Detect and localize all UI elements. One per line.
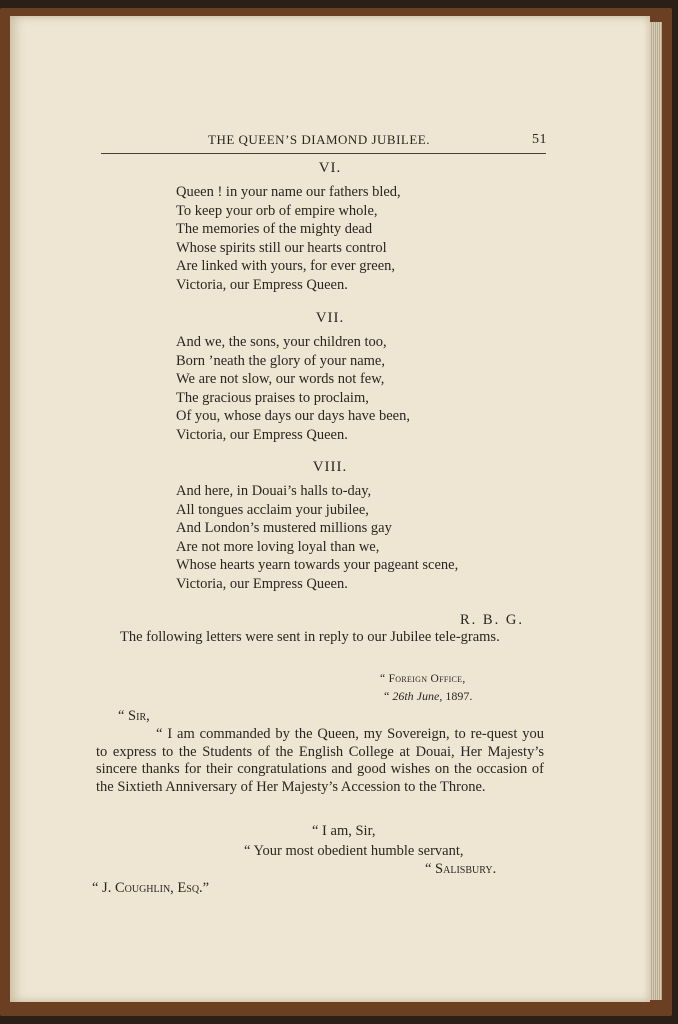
- letter-from: “ Foreign Office,: [380, 673, 466, 685]
- verse-line: Victoria, our Empress Queen.: [176, 426, 348, 443]
- stanza-6: [176, 183, 401, 295]
- intro-paragraph: [96, 629, 544, 647]
- date-italic: 26th June: [392, 689, 440, 703]
- verse-line: Queen ! in your name our fathers bled,: [176, 184, 401, 200]
- letter-closing-2: “ Your most obedient humble servant,: [244, 843, 464, 859]
- date-suffix: , 1897.: [439, 689, 473, 703]
- stanza-number: VIII.: [312, 459, 348, 475]
- letter-date: [384, 689, 472, 704]
- verse-line: And London’s mustered millions gay: [176, 520, 392, 537]
- letter-addressee: “ J. Coughlin, Esq.”: [92, 880, 210, 896]
- letter-closing: “ I am, Sir,: [312, 823, 376, 839]
- verse-line: We are not slow, our words not few,: [176, 371, 385, 388]
- page-edges: [650, 22, 662, 1000]
- stanza-number: VII.: [315, 310, 345, 326]
- header-rule: [101, 153, 546, 154]
- verse-line: And we, the sons, your children too,: [176, 334, 387, 350]
- poem-signature: R. B. G.: [460, 612, 524, 628]
- letter-body-text: “ I am commanded by the Queen, my Sovereign, to re-quest you to express to the Students of the English College at Douai, Her Majesty’s sincere thanks for their congratulations and good wishes on the occasion of the Sixtieth Anniversary of Her Majesty’s Accession to the Throne.: [96, 726, 544, 795]
- intro-text: The following letters were sent in reply to our Jubilee tele-grams.: [120, 629, 500, 645]
- verse-line: To keep your orb of empire whole,: [176, 202, 378, 219]
- verse-line: Victoria, our Empress Queen.: [176, 276, 348, 293]
- page-number: 51: [532, 132, 547, 147]
- letter-signed: “ Salisbury.: [425, 861, 497, 877]
- verse-line: And here, in Douai’s halls to-day,: [176, 483, 372, 499]
- verse-line: Of you, whose days our days have been,: [176, 408, 410, 425]
- stanza-7: [176, 333, 410, 445]
- verse-line: The gracious praises to proclaim,: [176, 389, 369, 406]
- letter-salutation: “ Sir,: [118, 708, 150, 724]
- verse-line: The memories of the mighty dead: [176, 221, 373, 238]
- verse-line: All tongues acclaim your jubilee,: [176, 501, 369, 518]
- running-head-title: THE QUEEN’S DIAMOND JUBILEE.: [208, 132, 430, 147]
- stanza-number: VI.: [318, 160, 342, 176]
- letter-body: [96, 726, 544, 796]
- verse-line: Are linked with yours, for ever green,: [176, 258, 396, 275]
- verse-line: Victoria, our Empress Queen.: [176, 575, 348, 592]
- verse-line: Are not more loving loyal than we,: [176, 538, 380, 555]
- verse-line: Born ’neath the glory of your name,: [176, 352, 385, 369]
- verse-line: Whose hearts yearn towards your pageant scene,: [176, 557, 459, 574]
- verse-line: Whose spirits still our hearts control: [176, 239, 387, 256]
- stanza-8: [176, 482, 458, 594]
- book-page: [10, 16, 650, 1002]
- date-prefix: “: [384, 689, 393, 703]
